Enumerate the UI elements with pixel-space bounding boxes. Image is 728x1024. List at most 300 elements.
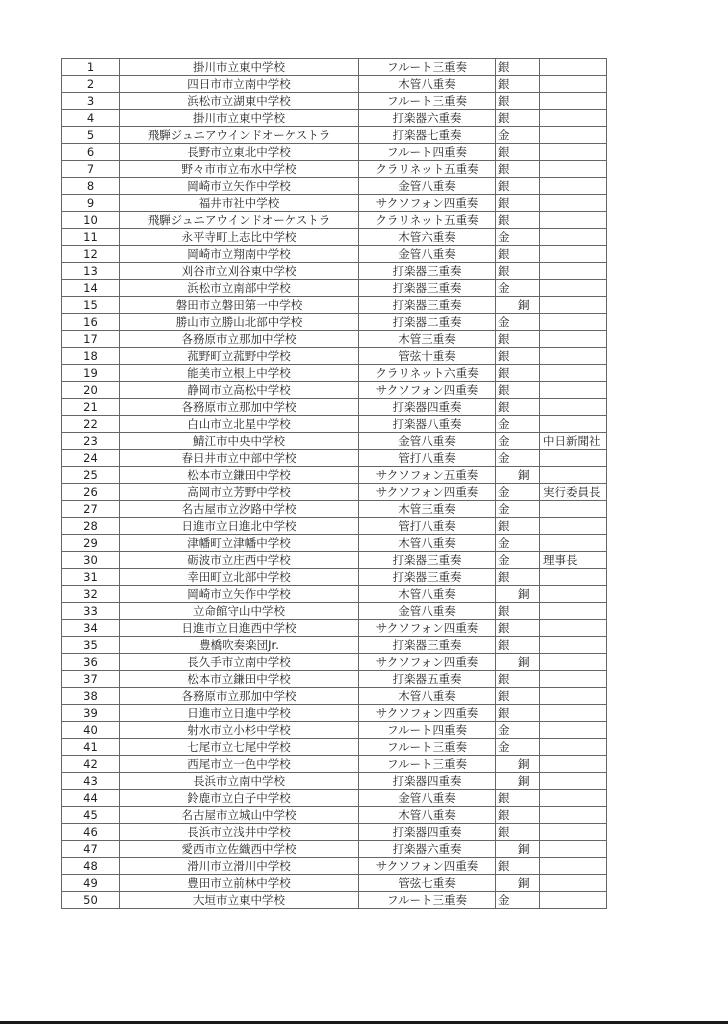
- school-name: 豊田市立前林中学校: [120, 875, 359, 892]
- ensemble-type: 金管八重奏: [359, 246, 496, 263]
- award-cell: 金: [496, 450, 540, 467]
- row-number: 50: [62, 892, 120, 909]
- table-row: [62, 790, 607, 807]
- row-number: 31: [62, 569, 120, 586]
- row-number: 12: [62, 246, 120, 263]
- ensemble-type: 打楽器三重奏: [359, 552, 496, 569]
- school-name: 鯖江市中央中学校: [120, 433, 359, 450]
- special-award-cell: [540, 59, 607, 76]
- table-row: [62, 773, 607, 790]
- table-row: [62, 416, 607, 433]
- school-name: 日進市立日進北中学校: [120, 518, 359, 535]
- ensemble-type: 打楽器三重奏: [359, 637, 496, 654]
- school-name: 静岡市立高松中学校: [120, 382, 359, 399]
- ensemble-type: 打楽器四重奏: [359, 824, 496, 841]
- table-row: [62, 807, 607, 824]
- school-name: 日進市立日進中学校: [120, 705, 359, 722]
- ensemble-type: サクソフォン五重奏: [359, 467, 496, 484]
- row-number: 11: [62, 229, 120, 246]
- row-number: 32: [62, 586, 120, 603]
- table-row: [62, 365, 607, 382]
- special-award-cell: [540, 212, 607, 229]
- school-name: 日進市立日進西中学校: [120, 620, 359, 637]
- special-award-cell: 実行委員長: [540, 484, 607, 501]
- row-number: 18: [62, 348, 120, 365]
- school-name: 愛西市立佐織西中学校: [120, 841, 359, 858]
- special-award-cell: [540, 195, 607, 212]
- award-cell: 銀: [496, 688, 540, 705]
- row-number: 1: [62, 59, 120, 76]
- table-row: [62, 127, 607, 144]
- school-name: 砺波市立庄西中学校: [120, 552, 359, 569]
- ensemble-type: サクソフォン四重奏: [359, 484, 496, 501]
- ensemble-type: クラリネット五重奏: [359, 161, 496, 178]
- school-name: 福井市社中学校: [120, 195, 359, 212]
- school-name: 射水市立小杉中学校: [120, 722, 359, 739]
- row-number: 5: [62, 127, 120, 144]
- table-row: [62, 110, 607, 127]
- table-row: [62, 552, 607, 569]
- special-award-cell: [540, 382, 607, 399]
- row-number: 29: [62, 535, 120, 552]
- table-row: [62, 671, 607, 688]
- table-row: [62, 433, 607, 450]
- results-table-body: [62, 59, 607, 909]
- school-name: 野々市市立布水中学校: [120, 161, 359, 178]
- row-number: 14: [62, 280, 120, 297]
- school-name: 名古屋市立城山中学校: [120, 807, 359, 824]
- row-number: 34: [62, 620, 120, 637]
- award-cell: 銀: [496, 569, 540, 586]
- award-cell: 銀: [496, 246, 540, 263]
- award-cell: 金: [496, 501, 540, 518]
- table-row: [62, 178, 607, 195]
- ensemble-type: サクソフォン四重奏: [359, 195, 496, 212]
- table-row: [62, 569, 607, 586]
- row-number: 39: [62, 705, 120, 722]
- award-cell: 金: [496, 127, 540, 144]
- row-number: 47: [62, 841, 120, 858]
- special-award-cell: [540, 450, 607, 467]
- school-name: 各務原市立那加中学校: [120, 331, 359, 348]
- row-number: 46: [62, 824, 120, 841]
- special-award-cell: [540, 246, 607, 263]
- award-cell: 銀: [496, 671, 540, 688]
- row-number: 6: [62, 144, 120, 161]
- award-cell: 銀: [496, 144, 540, 161]
- row-number: 45: [62, 807, 120, 824]
- award-cell: 銅: [496, 586, 540, 603]
- ensemble-type: 管打八重奏: [359, 518, 496, 535]
- ensemble-type: フルート三重奏: [359, 892, 496, 909]
- special-award-cell: [540, 161, 607, 178]
- special-award-cell: [540, 603, 607, 620]
- row-number: 37: [62, 671, 120, 688]
- special-award-cell: [540, 637, 607, 654]
- ensemble-type: フルート三重奏: [359, 756, 496, 773]
- award-cell: 銀: [496, 365, 540, 382]
- ensemble-type: 打楽器二重奏: [359, 314, 496, 331]
- results-table: [61, 58, 607, 909]
- row-number: 25: [62, 467, 120, 484]
- school-name: 長浜市立南中学校: [120, 773, 359, 790]
- special-award-cell: [540, 144, 607, 161]
- table-row: [62, 875, 607, 892]
- table-row: [62, 229, 607, 246]
- special-award-cell: [540, 739, 607, 756]
- special-award-cell: [540, 824, 607, 841]
- school-name: 浜松市立南部中学校: [120, 280, 359, 297]
- table-row: [62, 637, 607, 654]
- award-cell: 銀: [496, 603, 540, 620]
- special-award-cell: [540, 501, 607, 518]
- award-cell: 銀: [496, 110, 540, 127]
- ensemble-type: サクソフォン四重奏: [359, 705, 496, 722]
- special-award-cell: [540, 399, 607, 416]
- ensemble-type: 管打八重奏: [359, 450, 496, 467]
- award-cell: 銀: [496, 705, 540, 722]
- award-cell: 銀: [496, 518, 540, 535]
- award-cell: 銅: [496, 841, 540, 858]
- row-number: 4: [62, 110, 120, 127]
- table-row: [62, 756, 607, 773]
- table-row: [62, 824, 607, 841]
- row-number: 26: [62, 484, 120, 501]
- table-row: [62, 484, 607, 501]
- special-award-cell: [540, 416, 607, 433]
- school-name: 長野市立東北中学校: [120, 144, 359, 161]
- ensemble-type: 打楽器四重奏: [359, 399, 496, 416]
- special-award-cell: [540, 93, 607, 110]
- ensemble-type: 木管八重奏: [359, 807, 496, 824]
- special-award-cell: [540, 229, 607, 246]
- row-number: 16: [62, 314, 120, 331]
- row-number: 3: [62, 93, 120, 110]
- school-name: 岡崎市立翔南中学校: [120, 246, 359, 263]
- school-name: 永平寺町上志比中学校: [120, 229, 359, 246]
- award-cell: 銀: [496, 93, 540, 110]
- award-cell: 銅: [496, 467, 540, 484]
- award-cell: 銀: [496, 790, 540, 807]
- ensemble-type: サクソフォン四重奏: [359, 382, 496, 399]
- special-award-cell: [540, 586, 607, 603]
- award-cell: 銀: [496, 263, 540, 280]
- award-cell: 金: [496, 229, 540, 246]
- school-name: 掛川市立東中学校: [120, 59, 359, 76]
- special-award-cell: [540, 535, 607, 552]
- special-award-cell: [540, 110, 607, 127]
- award-cell: 銀: [496, 620, 540, 637]
- row-number: 9: [62, 195, 120, 212]
- ensemble-type: フルート三重奏: [359, 739, 496, 756]
- special-award-cell: [540, 722, 607, 739]
- row-number: 41: [62, 739, 120, 756]
- award-cell: 金: [496, 416, 540, 433]
- ensemble-type: 打楽器八重奏: [359, 416, 496, 433]
- row-number: 48: [62, 858, 120, 875]
- special-award-cell: [540, 518, 607, 535]
- row-number: 33: [62, 603, 120, 620]
- school-name: 掛川市立東中学校: [120, 110, 359, 127]
- award-cell: 銀: [496, 178, 540, 195]
- award-cell: 銀: [496, 348, 540, 365]
- table-row: [62, 314, 607, 331]
- ensemble-type: 打楽器六重奏: [359, 841, 496, 858]
- table-row: [62, 841, 607, 858]
- table-row: [62, 892, 607, 909]
- special-award-cell: [540, 467, 607, 484]
- school-name: 七尾市立七尾中学校: [120, 739, 359, 756]
- special-award-cell: [540, 688, 607, 705]
- award-cell: 銀: [496, 161, 540, 178]
- row-number: 22: [62, 416, 120, 433]
- school-name: 名古屋市立汐路中学校: [120, 501, 359, 518]
- award-cell: 金: [496, 314, 540, 331]
- ensemble-type: サクソフォン四重奏: [359, 858, 496, 875]
- school-name: 磐田市立磐田第一中学校: [120, 297, 359, 314]
- row-number: 44: [62, 790, 120, 807]
- award-cell: 銀: [496, 212, 540, 229]
- table-row: [62, 739, 607, 756]
- row-number: 10: [62, 212, 120, 229]
- ensemble-type: 打楽器五重奏: [359, 671, 496, 688]
- table-row: [62, 518, 607, 535]
- table-row: [62, 586, 607, 603]
- row-number: 30: [62, 552, 120, 569]
- ensemble-type: 金管八重奏: [359, 178, 496, 195]
- school-name: 鈴鹿市立白子中学校: [120, 790, 359, 807]
- special-award-cell: [540, 348, 607, 365]
- special-award-cell: [540, 178, 607, 195]
- school-name: 白山市立北星中学校: [120, 416, 359, 433]
- special-award-cell: [540, 127, 607, 144]
- special-award-cell: 理事長: [540, 552, 607, 569]
- special-award-cell: [540, 365, 607, 382]
- table-row: [62, 212, 607, 229]
- school-name: 勝山市立勝山北部中学校: [120, 314, 359, 331]
- table-row: [62, 59, 607, 76]
- ensemble-type: 金管八重奏: [359, 603, 496, 620]
- award-cell: 銀: [496, 858, 540, 875]
- school-name: 岡崎市立矢作中学校: [120, 586, 359, 603]
- row-number: 49: [62, 875, 120, 892]
- ensemble-type: フルート三重奏: [359, 93, 496, 110]
- ensemble-type: 木管三重奏: [359, 501, 496, 518]
- award-cell: 金: [496, 484, 540, 501]
- award-cell: 銅: [496, 654, 540, 671]
- row-number: 7: [62, 161, 120, 178]
- ensemble-type: 管弦十重奏: [359, 348, 496, 365]
- row-number: 20: [62, 382, 120, 399]
- ensemble-type: 打楽器六重奏: [359, 110, 496, 127]
- ensemble-type: フルート四重奏: [359, 144, 496, 161]
- award-cell: 金: [496, 280, 540, 297]
- award-cell: 金: [496, 535, 540, 552]
- school-name: 春日井市立中部中学校: [120, 450, 359, 467]
- table-row: [62, 654, 607, 671]
- award-cell: 銅: [496, 875, 540, 892]
- table-row: [62, 246, 607, 263]
- special-award-cell: [540, 671, 607, 688]
- special-award-cell: [540, 773, 607, 790]
- ensemble-type: 打楽器三重奏: [359, 263, 496, 280]
- ensemble-type: 木管八重奏: [359, 76, 496, 93]
- school-name: 滑川市立滑川中学校: [120, 858, 359, 875]
- award-cell: 銀: [496, 331, 540, 348]
- award-cell: 銀: [496, 399, 540, 416]
- row-number: 15: [62, 297, 120, 314]
- special-award-cell: [540, 790, 607, 807]
- ensemble-type: 金管八重奏: [359, 433, 496, 450]
- ensemble-type: 打楽器七重奏: [359, 127, 496, 144]
- ensemble-type: フルート三重奏: [359, 59, 496, 76]
- ensemble-type: 打楽器三重奏: [359, 280, 496, 297]
- table-row: [62, 705, 607, 722]
- special-award-cell: [540, 76, 607, 93]
- table-row: [62, 263, 607, 280]
- school-name: 大垣市立東中学校: [120, 892, 359, 909]
- table-row: [62, 858, 607, 875]
- ensemble-type: クラリネット五重奏: [359, 212, 496, 229]
- table-row: [62, 161, 607, 178]
- special-award-cell: [540, 280, 607, 297]
- special-award-cell: [540, 263, 607, 280]
- ensemble-type: 打楽器三重奏: [359, 569, 496, 586]
- school-name: 津幡町立津幡中学校: [120, 535, 359, 552]
- school-name: 西尾市立一色中学校: [120, 756, 359, 773]
- ensemble-type: 木管三重奏: [359, 331, 496, 348]
- award-cell: 銀: [496, 195, 540, 212]
- ensemble-type: 管弦七重奏: [359, 875, 496, 892]
- award-cell: 金: [496, 433, 540, 450]
- special-award-cell: [540, 331, 607, 348]
- table-row: [62, 501, 607, 518]
- special-award-cell: 中日新聞社: [540, 433, 607, 450]
- table-row: [62, 382, 607, 399]
- table-row: [62, 280, 607, 297]
- school-name: 高岡市立芳野中学校: [120, 484, 359, 501]
- award-cell: 銅: [496, 297, 540, 314]
- row-number: 24: [62, 450, 120, 467]
- table-row: [62, 603, 607, 620]
- table-row: [62, 331, 607, 348]
- school-name: 浜松市立湖東中学校: [120, 93, 359, 110]
- row-number: 19: [62, 365, 120, 382]
- special-award-cell: [540, 705, 607, 722]
- school-name: 飛騨ジュニアウインドオーケストラ: [120, 127, 359, 144]
- table-row: [62, 722, 607, 739]
- table-row: [62, 688, 607, 705]
- table-row: [62, 535, 607, 552]
- school-name: 長久手市立南中学校: [120, 654, 359, 671]
- row-number: 17: [62, 331, 120, 348]
- school-name: 刈谷市立刈谷東中学校: [120, 263, 359, 280]
- school-name: 能美市立根上中学校: [120, 365, 359, 382]
- row-number: 36: [62, 654, 120, 671]
- table-row: [62, 144, 607, 161]
- award-cell: 金: [496, 552, 540, 569]
- award-cell: 銀: [496, 382, 540, 399]
- award-cell: 銀: [496, 824, 540, 841]
- school-name: 幸田町立北部中学校: [120, 569, 359, 586]
- ensemble-type: 木管八重奏: [359, 535, 496, 552]
- table-row: [62, 467, 607, 484]
- award-cell: 銀: [496, 807, 540, 824]
- table-row: [62, 195, 607, 212]
- special-award-cell: [540, 620, 607, 637]
- ensemble-type: 打楽器三重奏: [359, 297, 496, 314]
- special-award-cell: [540, 892, 607, 909]
- special-award-cell: [540, 841, 607, 858]
- award-cell: 金: [496, 739, 540, 756]
- ensemble-type: フルート四重奏: [359, 722, 496, 739]
- row-number: 13: [62, 263, 120, 280]
- table-row: [62, 348, 607, 365]
- table-row: [62, 399, 607, 416]
- row-number: 43: [62, 773, 120, 790]
- school-name: 長浜市立浅井中学校: [120, 824, 359, 841]
- award-cell: 銅: [496, 756, 540, 773]
- ensemble-type: サクソフォン四重奏: [359, 620, 496, 637]
- special-award-cell: [540, 807, 607, 824]
- ensemble-type: クラリネット六重奏: [359, 365, 496, 382]
- special-award-cell: [540, 569, 607, 586]
- ensemble-type: 金管八重奏: [359, 790, 496, 807]
- row-number: 28: [62, 518, 120, 535]
- school-name: 松本市立鎌田中学校: [120, 467, 359, 484]
- row-number: 42: [62, 756, 120, 773]
- table-row: [62, 93, 607, 110]
- row-number: 35: [62, 637, 120, 654]
- school-name: 岡崎市立矢作中学校: [120, 178, 359, 195]
- ensemble-type: 木管八重奏: [359, 586, 496, 603]
- special-award-cell: [540, 314, 607, 331]
- table-row: [62, 76, 607, 93]
- school-name: 四日市市立南中学校: [120, 76, 359, 93]
- school-name: 立命館守山中学校: [120, 603, 359, 620]
- table-row: [62, 450, 607, 467]
- school-name: 飛騨ジュニアウインドオーケストラ: [120, 212, 359, 229]
- special-award-cell: [540, 875, 607, 892]
- table-row: [62, 620, 607, 637]
- row-number: 40: [62, 722, 120, 739]
- row-number: 23: [62, 433, 120, 450]
- award-cell: 銀: [496, 76, 540, 93]
- table-row: [62, 297, 607, 314]
- row-number: 27: [62, 501, 120, 518]
- award-cell: 銀: [496, 637, 540, 654]
- school-name: 豊橋吹奏楽団Jr.: [120, 637, 359, 654]
- row-number: 2: [62, 76, 120, 93]
- award-cell: 銅: [496, 773, 540, 790]
- special-award-cell: [540, 297, 607, 314]
- special-award-cell: [540, 858, 607, 875]
- row-number: 38: [62, 688, 120, 705]
- special-award-cell: [540, 654, 607, 671]
- school-name: 菰野町立菰野中学校: [120, 348, 359, 365]
- row-number: 21: [62, 399, 120, 416]
- ensemble-type: 打楽器四重奏: [359, 773, 496, 790]
- award-cell: 金: [496, 892, 540, 909]
- ensemble-type: サクソフォン四重奏: [359, 654, 496, 671]
- ensemble-type: 木管八重奏: [359, 688, 496, 705]
- school-name: 松本市立鎌田中学校: [120, 671, 359, 688]
- award-cell: 銀: [496, 59, 540, 76]
- school-name: 各務原市立那加中学校: [120, 399, 359, 416]
- special-award-cell: [540, 756, 607, 773]
- school-name: 各務原市立那加中学校: [120, 688, 359, 705]
- award-cell: 金: [496, 722, 540, 739]
